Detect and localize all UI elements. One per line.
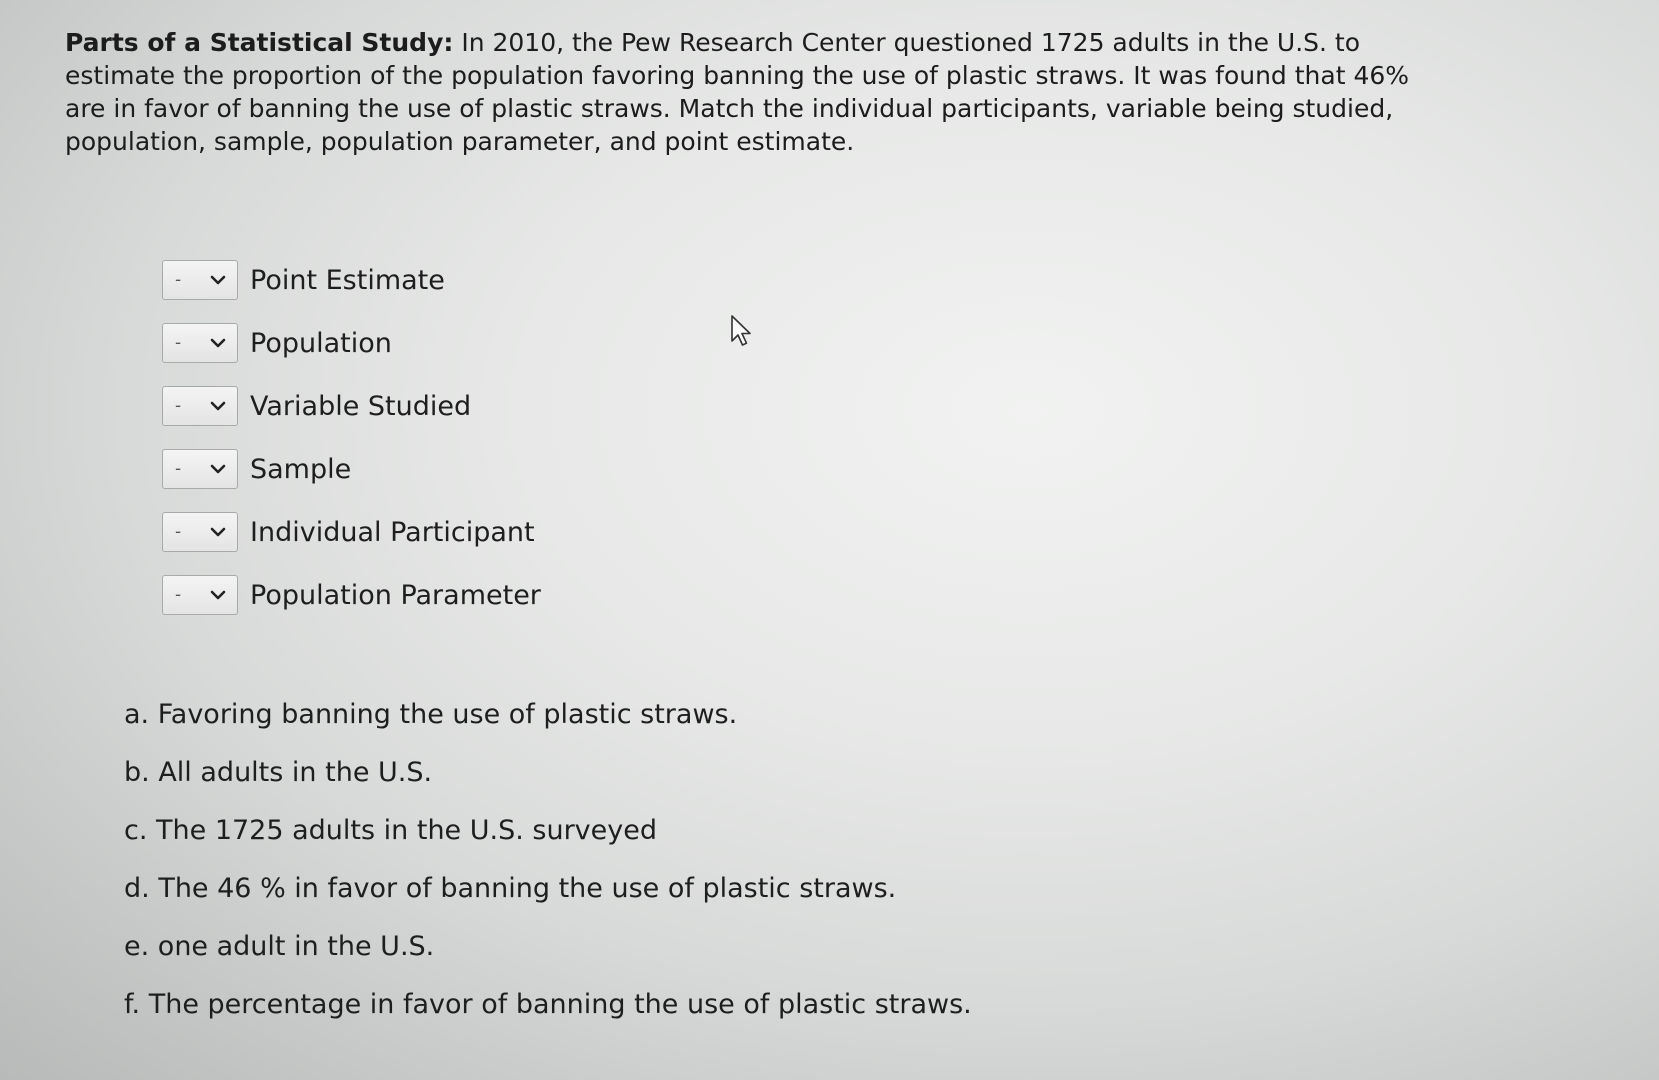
question-prompt [65,26,1445,158]
option-text: The 46 % in favor of banning the use of plastic straws. [158,873,897,904]
match-label: Point Estimate [250,264,445,296]
option-letter: a. [124,699,150,730]
match-row-population-parameter [162,573,541,617]
chevron-down-icon [209,336,227,350]
option-letter: d. [124,873,150,904]
question-text: In 2010, the Pew Research Center questioned 1725 adults in the U.S. to estimate the proportion of the population favoring banning the use of plastic straws. It was found that 46% are in favor of banning the use of plastic straws. Match the individual participants, variable being studied, population, sample, population parameter, and point estimate. [65,28,1410,156]
match-select-sample[interactable] [162,449,238,489]
match-row-population [162,321,541,365]
mouse-pointer-icon [730,314,754,348]
select-value: - [175,270,182,290]
answer-options [124,686,972,1034]
question-title: Parts of a Statistical Study: [65,28,454,57]
option-b [124,744,972,802]
match-row-point-estimate [162,258,541,302]
match-label: Individual Participant [250,516,535,548]
chevron-down-icon [209,588,227,602]
chevron-down-icon [209,525,227,539]
match-select-population-parameter[interactable] [162,575,238,615]
match-row-sample [162,447,541,491]
option-c [124,802,972,860]
option-text: All adults in the U.S. [158,757,433,788]
match-select-population[interactable] [162,323,238,363]
match-label: Population Parameter [250,579,541,611]
select-value: - [175,585,182,605]
select-value: - [175,333,182,353]
chevron-down-icon [209,273,227,287]
select-value: - [175,396,182,416]
option-e [124,918,972,976]
option-a [124,686,972,744]
option-letter: b. [124,757,150,788]
match-select-variable-studied[interactable] [162,386,238,426]
option-letter: f. [124,989,141,1020]
matching-list [162,258,541,636]
match-label: Population [250,327,392,359]
option-letter: c. [124,815,148,846]
option-text: Favoring banning the use of plastic straws. [157,699,738,730]
option-d [124,860,972,918]
option-letter: e. [124,931,150,962]
option-text: The percentage in favor of banning the use of plastic straws. [148,989,972,1020]
option-f [124,976,972,1034]
match-label: Sample [250,453,352,485]
match-row-individual-participant [162,510,541,554]
match-row-variable-studied [162,384,541,428]
option-text: one adult in the U.S. [157,931,435,962]
select-value: - [175,459,182,479]
select-value: - [175,522,182,542]
match-select-individual-participant[interactable] [162,512,238,552]
option-text: The 1725 adults in the U.S. surveyed [156,815,657,846]
match-select-point-estimate[interactable] [162,260,238,300]
chevron-down-icon [209,462,227,476]
chevron-down-icon [209,399,227,413]
match-label: Variable Studied [250,390,472,422]
